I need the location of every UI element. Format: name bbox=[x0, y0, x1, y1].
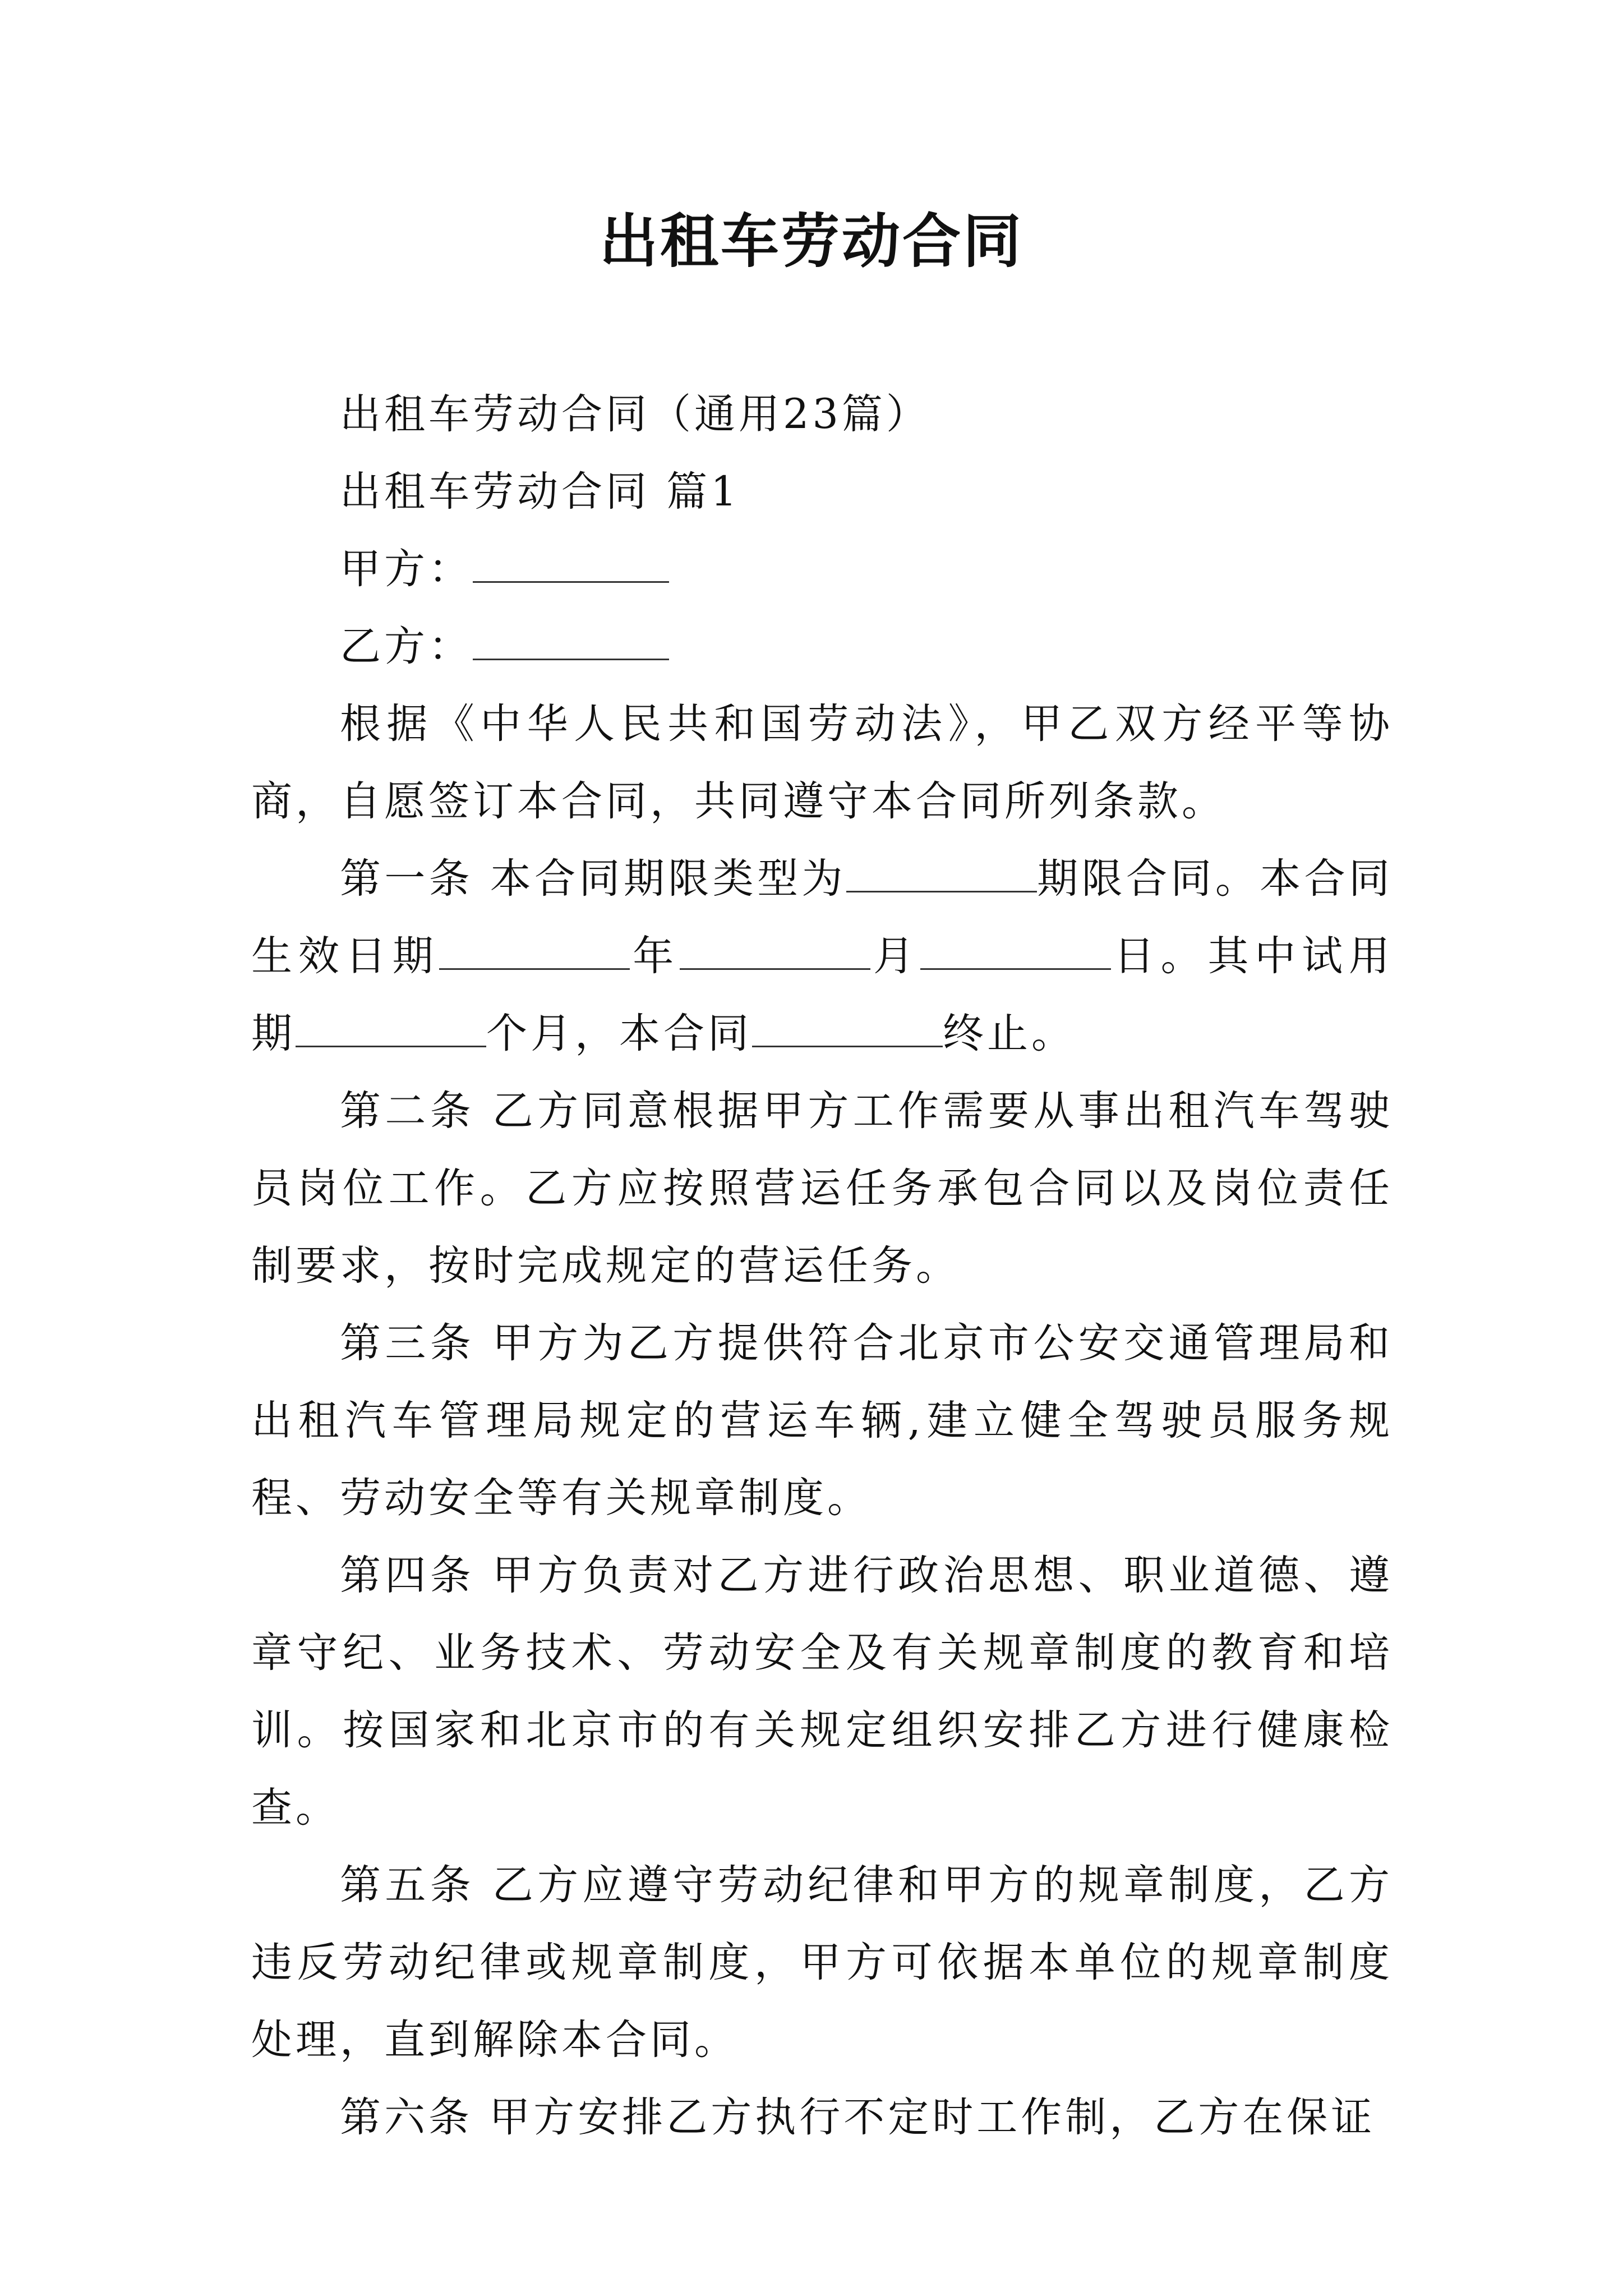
probation-blank bbox=[296, 1005, 486, 1047]
year-blank bbox=[439, 927, 630, 970]
article-1-text-2: 期限合同。本合同生效日期 bbox=[251, 855, 1393, 980]
article-1-text-6: 个月，本合同 bbox=[486, 1010, 752, 1057]
article-4: 第四条 甲方负责对乙方进行政治思想、职业道德、遵章守纪、业务技术、劳动安全及有关规章制度的教育和培训。按国家和北京市的有关规定组织安排乙方进行健康检查。 bbox=[251, 1552, 1393, 1832]
party-b-blank bbox=[473, 618, 669, 660]
party-a-blank bbox=[473, 540, 669, 583]
article-1-text-3: 年 bbox=[630, 932, 680, 980]
document-subtitle: 出租车劳动合同（通用23篇） bbox=[340, 390, 930, 438]
article-1-text-7: 终止。 bbox=[943, 1010, 1076, 1057]
document-title: 出租车劳动合同 bbox=[599, 206, 1023, 275]
document-body bbox=[251, 376, 1393, 2156]
article-1-text-5: 日。其中试用期 bbox=[251, 932, 1394, 1057]
article-1-text-1: 第一条 本合同期限类型为 bbox=[340, 855, 846, 903]
article-5: 第五条 乙方应遵守劳动纪律和甲方的规章制度，乙方违反劳动纪律或规章制度，甲方可依据本单位的规章制度处理，直到解除本合同。 bbox=[251, 1861, 1393, 2064]
section-heading: 出租车劳动合同 篇1 bbox=[340, 468, 740, 516]
day-blank bbox=[920, 927, 1111, 970]
party-b-line bbox=[251, 608, 1393, 685]
party-a-line bbox=[251, 531, 1393, 608]
article-1 bbox=[251, 840, 1393, 1073]
contract-type-blank bbox=[846, 850, 1037, 892]
article-2: 第二条 乙方同意根据甲方工作需要从事出租汽车驾驶员岗位工作。乙方应按照营运任务承包合同以及岗位责任制要求，按时完成规定的营运任务。 bbox=[251, 1087, 1393, 1290]
month-blank bbox=[680, 927, 870, 970]
intro-paragraph: 根据《中华人民共和国劳动法》，甲乙双方经平等协商，自愿签订本合同，共同遵守本合同所列条款。 bbox=[251, 700, 1393, 825]
article-6: 第六条 甲方安排乙方执行不定时工作制，乙方在保证 bbox=[340, 2093, 1376, 2141]
party-a-label: 甲方： bbox=[340, 545, 473, 593]
party-b-label: 乙方： bbox=[340, 623, 473, 670]
article-3: 第三条 甲方为乙方提供符合北京市公安交通管理局和出租汽车管理局规定的营运车辆,建立健全驾驶员服务规程、劳动安全等有关规章制度。 bbox=[251, 1319, 1393, 1522]
termination-blank bbox=[752, 1005, 943, 1047]
article-1-text-4: 月 bbox=[870, 932, 920, 980]
